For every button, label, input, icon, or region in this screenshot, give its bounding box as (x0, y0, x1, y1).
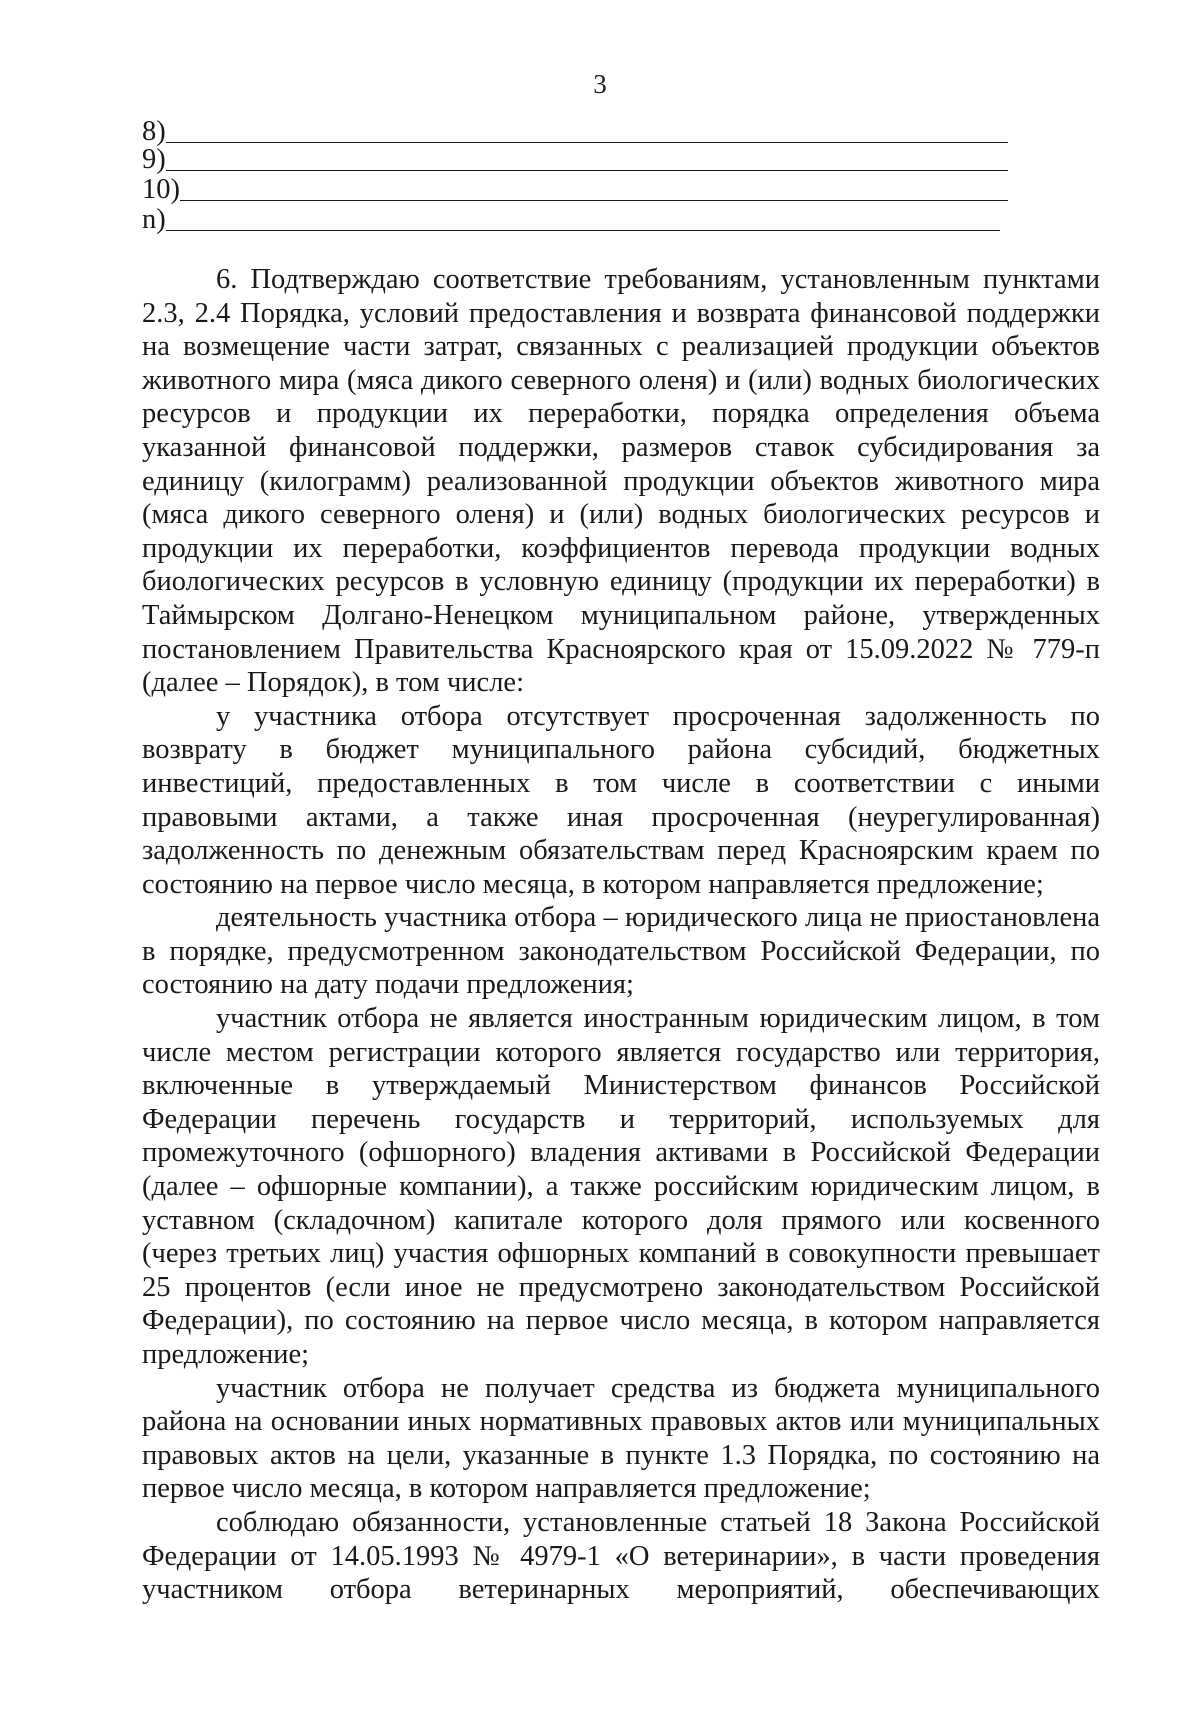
paragraph-compliance-intro: 6. Подтверждаю соответствие требованиям, установленным пунктами 2.3, 2.4 Порядка, условий предоставления и возврата финансовой поддержки на возмещение части затрат, связанных с реализацией продукции объектов животного мира (мяса дикого северного оленя) и (или) водных биологических ресурсов и продукции их переработки, порядка определения объема указанной финансовой поддержки, размеров ставок субсидирования за единицу (килограмм) реализованной продукции объектов животного мира (мяса дикого северного оленя) и (или) водных биологических ресурсов и продукции их переработки, коэффициентов перевода продукции водных биологических ресурсов в условную единицу (продукции их переработки) в Таймырском Долгано-Ненецком муниципальном районе, утвержденных постановлением Правительства Красноярского края от 15.09.2022 № 779-п (далее – Порядок), в том числе: (142, 264, 1100, 699)
blank-line-item (142, 200, 1000, 236)
paragraph-no-other-funds: участник отбора не получает средства из бюджета муниципального района на основании иных нормативных правовых актов или муниципальных правовых актов на цели, указанные в пункте 1.3 Порядка, по состоянию на первое число месяца, в котором направляется предложение; (142, 1372, 1100, 1505)
blank-line-label: 9) (142, 144, 166, 175)
page-number: 3 (593, 69, 607, 99)
blank-rule (166, 230, 1000, 231)
document-body (142, 263, 1100, 1607)
paragraph-no-overdue-debt: у участника отбора отсутствует просроченная задолженность по возврату в бюджет муниципального района субсидий, бюджетных инвестиций, предоставленных в том числе в соответствии с иными правовыми актами, а также иная просроченная (неурегулированная) задолженность по денежным обязательствам перед Красноярским краем по состоянию на первое число месяца, в котором направляется предложение; (142, 700, 1100, 900)
paragraph-not-offshore: участник отбора не является иностранным юридическим лицом, в том числе местом регистрации которого является государство или территория, включенные в утверждаемый Министерством финансов Российской Федерации перечень государств и территорий, используемых для промежуточного (офшорного) владения активами в Российской Федерации (далее – офшорные компании), а также российским юридическим лицом, в уставном (складочном) капитале которого доля прямого или косвенного (через третьих лиц) участия офшорных компаний в совокупности превышает 25 процентов (если иное не предусмотрено законодательством Российской Федерации), по состоянию на первое число месяца, в котором направляется предложение; (142, 1003, 1100, 1370)
blank-line-label: n) (142, 204, 166, 235)
paragraph-veterinary-duties: соблюдаю обязанности, установленные статьей 18 Закона Российской Федерации от 14.05.1993 № 4979-1 «О ветеринарии», в части проведения участником отбора ветеринарных мероприятий, обеспечивающих (142, 1506, 1100, 1606)
paragraph-not-suspended: деятельность участника отбора – юридического лица не приостановлена в порядке, предусмотренном законодательством Российской Федерации, по состоянию на дату подачи предложения; (142, 902, 1100, 1001)
blank-line-label: 8) (142, 116, 166, 147)
blank-line-label: 10) (142, 174, 180, 205)
